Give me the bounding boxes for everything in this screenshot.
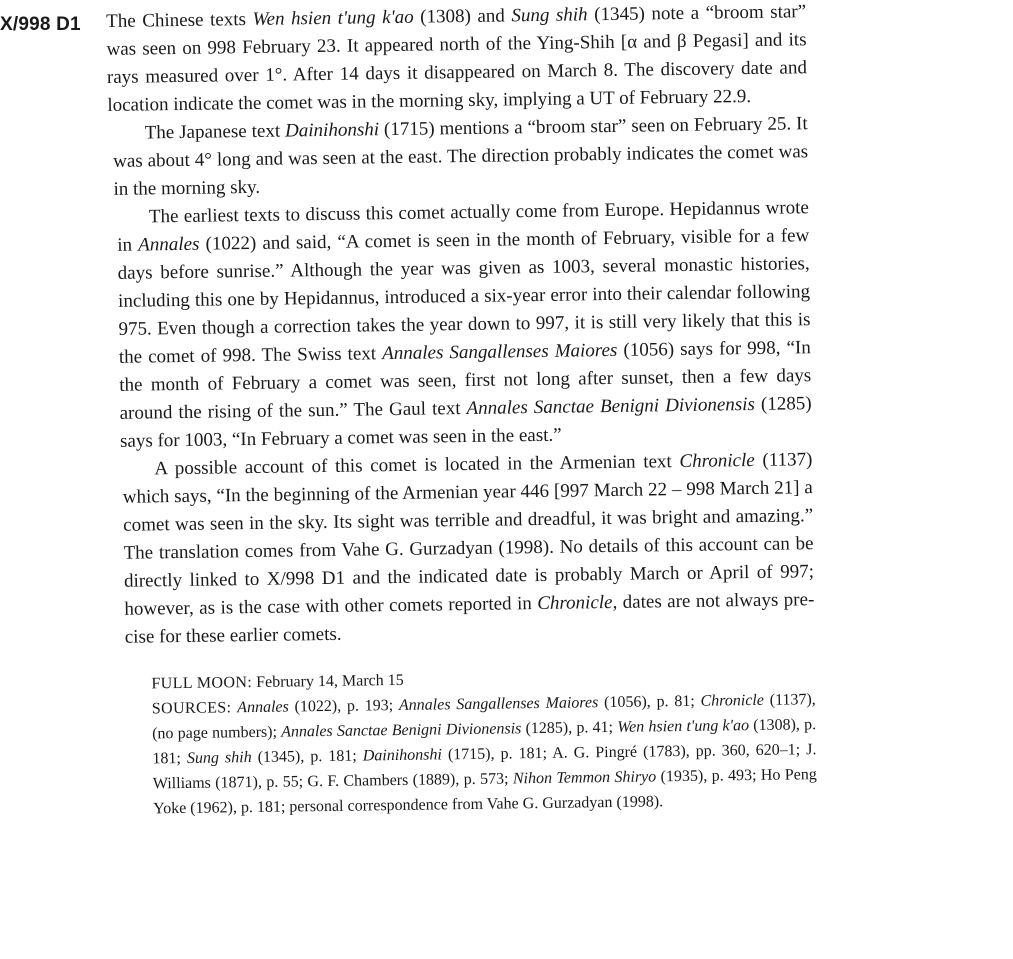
text-run: A possible account of this comet is located in the Armenian text [154, 451, 680, 480]
text-run: (1137), (no page numbers); [152, 691, 816, 743]
sources-note [152, 687, 818, 821]
text-run: (1022), p. 193; [288, 696, 400, 716]
text-run: (1137) which says, “In the beginning of the Armenian year 446 [997 March 22 – 998 March 21] a comet was seen in the sky. Its sight was terrible and dreadful, it was bright and amazing.” The translation comes from Vahe G. Gurzadyan (1998). No details of this account can be directly linked to X/998 D1 and the indicated date is probably March or April of 997; however, as is the case with other comets reported in [122, 449, 815, 620]
text-run: (1285), p. 41; [521, 718, 618, 738]
text-run: (1056) says for 998, “In the month of February a comet was seen, first not long after sunset, then a few days around the rising of the sun.” The Gaul text [119, 337, 812, 424]
text-run: The earliest texts to discuss this comet actually come from Europe. Hepidannus wrote in [117, 197, 810, 256]
text-run: (1308) and [413, 5, 512, 28]
article-body [106, 0, 817, 822]
notes-block [151, 662, 817, 821]
italic-title: Dainihonshi [362, 746, 443, 765]
italic-title: Annales [237, 698, 289, 717]
text-run: (1308), p. 181; [152, 716, 817, 768]
text-run: The Chinese texts [106, 8, 253, 32]
italic-title: Chronicle [537, 591, 613, 615]
full-moon-label: FULL MOON: [151, 674, 253, 693]
sources-text [152, 691, 817, 817]
text-run: (1935), p. 493; Ho Peng Yoke (1962), p. 181; personal correspondence from Vahe G. Gurzadyan (1998). [153, 766, 817, 818]
comet-designation-heading: X/998 D1 [0, 14, 81, 35]
text-run: (1345), p. 181; [251, 747, 363, 767]
paragraph-chinese-texts [106, 0, 807, 120]
sources-label: SOURCES: [151, 699, 232, 718]
italic-title: Wen hsien t'ung k'ao [617, 717, 750, 736]
full-moon-text: February 14, March 15 [252, 671, 404, 692]
italic-title: Chronicle [679, 449, 755, 473]
paragraph-european-texts [117, 194, 812, 456]
italic-title: Chronicle [700, 691, 765, 710]
italic-title: Annales Sangallenses Maiores [382, 339, 618, 365]
italic-title: Annales Sanctae Benigni Divionensis [466, 393, 756, 420]
text-run: (1285) says for 1003, “In February a comet was seen in the east.” [119, 393, 812, 452]
text-run: (1056), p. 81; [598, 692, 701, 712]
italic-title: Sung shih [511, 4, 588, 27]
italic-title: Dainihonshi [284, 119, 380, 142]
italic-title: Annales Sanctae Benigni Divionensis [281, 720, 522, 741]
text-run: (1715) mentions a “broom star” seen on February 25. It was about 4° long and was seen at the east. The direction probably indicates the comet was in the morning sky. [112, 113, 809, 200]
paragraph-armenian-text [122, 446, 815, 652]
italic-title: Sung shih [186, 749, 252, 767]
italic-title: Wen hsien t'ung k'ao [252, 6, 414, 30]
paragraph-japanese-text [113, 110, 809, 204]
italic-title: Annales Sangallenses Maiores [398, 694, 599, 714]
text-run: , dates are not always precise for these earlier comets. [124, 589, 815, 648]
italic-title: Nihon Temmon Shiryo [512, 768, 657, 788]
text-run: The Japanese text [144, 120, 286, 144]
italic-title: Annales [138, 233, 200, 256]
text-run: (1022) and said, “A comet is seen in the month of February, visible for a few days before sunrise.” Although the year was given as 1003, several monastic histories, including this one by Hepidannus, introduced a six-year error into their calendar following 975. Even though a correction takes the year down to 997, it is still very likely that this is the comet of 998. The Swiss text [117, 225, 811, 368]
text-run: (1345) note a “broom star” was seen on 998 February 23. It appeared north of the Ying-Shih [α and β Pegasi] and its rays measured over 1°. After 14 days it disappeared on March 8. The discovery date and location indicate the comet was in the morning sky, implying a UT of February 22.9. [106, 1, 808, 116]
text-run: (1715), p. 181; A. G. Pingré (1783), pp. 360, 620–1; J. Williams (1871), p. 55; G. F. Chambers (1889), p. 573; [152, 741, 817, 793]
